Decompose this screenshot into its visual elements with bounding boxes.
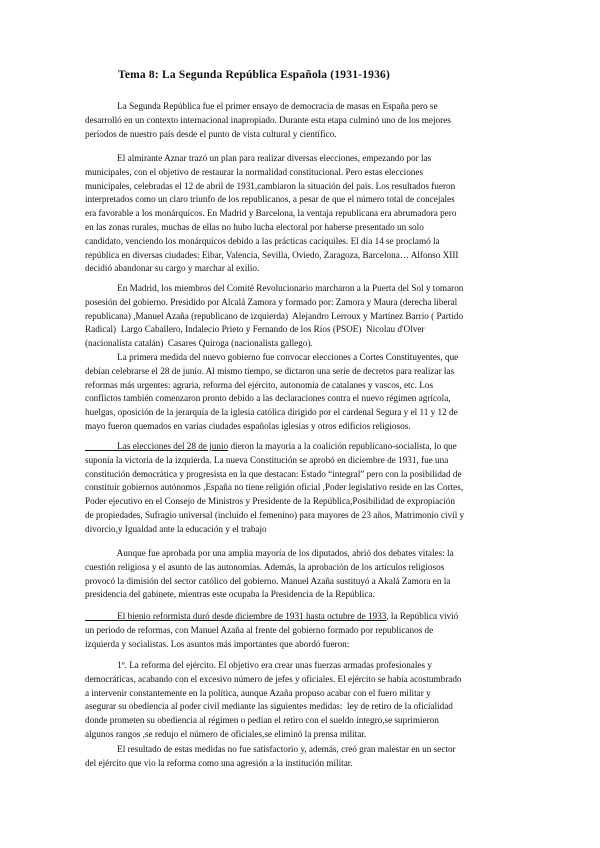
paragraph-debates: Aunque fue aprobada por una amplia mayoría de los diputados, abrió dos debates vitales: la cuestión religiosa y el asunto de las autonomías. Además, la aprobación de los artículos religiosos provocó la dimisión del sector católico del gobierno. Manuel Azaña sustituyó a Akalá Zamora en la presidencia del gabinete, mientras este ocupaba la Presidencia de la República.	[85, 548, 454, 600]
paragraph-provisional-government: En Madrid, los miembros del Comité Revolucionario marcharon a la Puerta del Sol y tomaron posesión del gobierno. Presidido por Alcalá Zamora y formado por: Zamora y Maura (derecha liberal republicana) ,Manuel Azaña (republicano de izquierda) Alejandro Lerroux y Martínez Barrio ( Partido Radical) Largo Caballero, Indalecio Prieto y Fernando de los Ríos (PSOE) Nicolau d'Olver (nacionalista catalán) Casares Quiroga (nacionalista gallego).	[85, 283, 464, 349]
underlined-heading-bienio: El bienio reformista duró desde diciembre de 1931 hasta octubre de 1933	[85, 611, 387, 621]
paragraph-first-measures: La primera medida del nuevo gobierno fue convocar elecciones a Cortes Constituyentes, que debían celebrarse el 28 de junio. Al mismo tiempo, se dictaron una serie de decretos para realizar las reformas más urgentes: agraria, reforma del ejército, autonomía de catalanes y vascos, etc. Los conflictos también comenzaron pronto debido a las declaraciones contra el nuevo régimen agrícola, huelgas, oposición de la jerarquía de la iglesia católica dirigido por el cardenal Segura y el 11 y 12 de mayo fueron quemados en varias ciudades españolas iglesias y otros edificios religiosos.	[85, 352, 459, 431]
paragraph-army-result: El resultado de estas medidas no fue satisfactorio y, además, creó gran malestar en un sector del ejército que vio la reforma como una agresión a la institución militar.	[85, 744, 456, 768]
paragraph-constitution: Las elecciones del 28 de junio dieron la mayoría a la coalición republicano-socialista, lo que suponía la victoria de la izquierda. La nueva Constitución se aprobó en diciembre de 1931, fue una constitución democrática y progresista en la que destacan: Estado “integral” pero con la posibilidad de constituir gobiernos autónomos ,España no tiene religión oficial ,Poder legislativo reside en las Cortes, Poder ejecutivo en el Consejo de Ministros y Presidente de la República,Posibilidad de expropiación de propiedades, Sufragio universal (incluido el femenino) para mayores de 23 años, Matrimonio civil y divorcio,y Igualdad ante la educación y el trabajo	[85, 441, 465, 534]
document-title: Tema 8: La Segunda República Española (1931-1936)	[118, 69, 390, 81]
underlined-heading-elections: Las elecciones del 28 de junio	[85, 441, 229, 451]
paragraph-bienio-reformista: El bienio reformista duró desde diciembre de 1931 hasta octubre de 1933, la República vivió un periodo de reformas, con Manuel Azaña al frente del gobierno formado por republicanos de izquierda y socialistas. Los asuntos más importantes que abordó fueron:	[85, 611, 459, 649]
paragraph-intro: La Segunda República fue el primer ensayo de democracia de masas en España pero se desarrolló en un contexto internacional inapropiado. Durante esta etapa culminó uno de los mejores períodos de nuestro país desde el punto de vista cultural y científico.	[85, 101, 451, 139]
paragraph-elections-1931: El almirante Aznar trazó un plan para realizar diversas elecciones, empezando por las municipales, con el objetivo de restaurar la normalidad constitucional. Pero estas elecciones municipales, celebradas el 12 de abril de 1931,cambiaron la situación del país. Los resultados fueron interpretados como un claro triunfo de los republicanos, a pesar de que el número total de concejales era favorable a los monárquicos. En Madrid y Barcelona, la ventaja republicana era abrumadora pero en las zonas rurales, muchas de ellas no hubo lucha electoral por haberse presentado un solo candidato, venciendo los monárquicos debido a las prácticas caciquiles. El día 14 se proclamó la república en diversas ciudades: Eibar, Valencia, Sevilla, Oviedo, Zaragoza, Barcelona… Alfonso XIII decidió abandonar su cargo y marchar al exilio.	[85, 153, 459, 274]
paragraph-army-reform: 1º. La reforma del ejército. El objetivo era crear unas fuerzas armadas profesionales y democráticas, acabando con el excesivo número de jefes y oficiales. El ejército se había acostumbrado a intervenir constantemente en la política, aunque Azaña propuso acabar con el fuero militar y asegurar su obediencia al poder civil mediante las siguientes medidas: ley de retiro de la oficialidad donde prometen su obediencia al régimen o pedían el retiro con el sueldo íntegro,se suprimieron algunos rangos ,se redujo el número de oficiales,se eliminó la prensa militar.	[85, 660, 462, 739]
